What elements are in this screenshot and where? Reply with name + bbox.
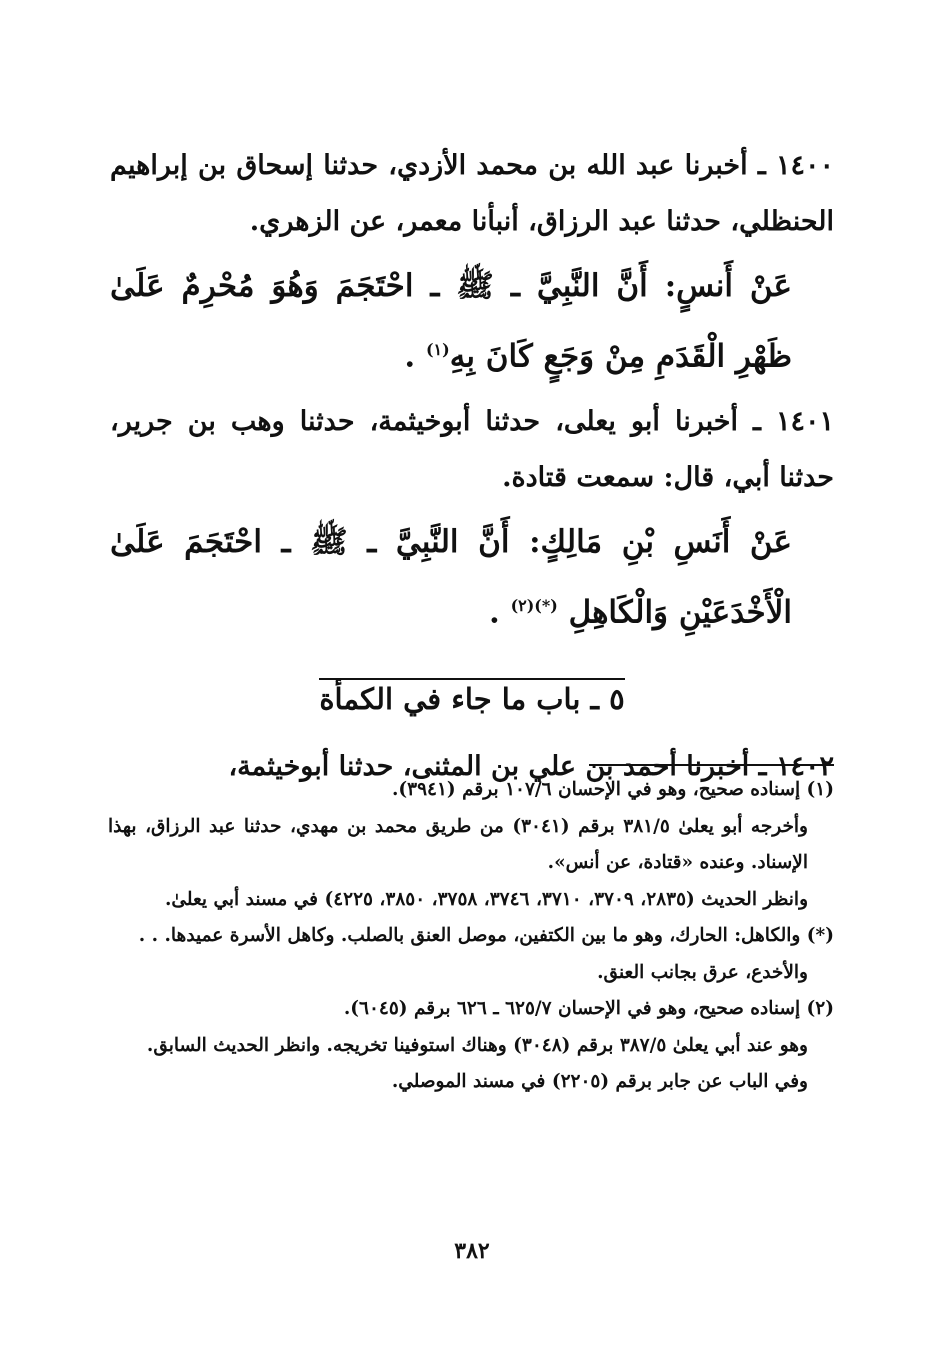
hadith-1401-matn	[110, 510, 834, 644]
footnote-2: (٢) إسناده صحيح، وهو في الإحسان ٦٢٥/٧ ـ ٦٢٦ برقم (٦٠٤٥).	[343, 998, 834, 1019]
footnotes	[108, 772, 834, 1101]
footnote-mark-2: (*)(٢)	[510, 596, 558, 616]
footnote-1: (١) إسناده صحيح، وهو في الإحسان ١٠٧/٦ برقم (٣٩٤١).	[391, 779, 834, 800]
footnote-1-cont-a: وأخرجه أبو يعلىٰ ٣٨١/٥ برقم (٣٠٤١) من طريق محمد بن مهدي، حدثنا عبد الرزاق، بهذا الإسناد. وعنده «قتادة، عن أنس».	[108, 815, 808, 873]
footnote-star-cont: والأخدع، عرق بجانب العنق.	[597, 961, 808, 983]
chapter-title	[110, 679, 834, 719]
footnote-star: (*) والكاهل: الحارك، وهو ما بين الكتفين، موصل العنق بالصلب. وكاهل الأسرة عميدها. . .	[138, 925, 834, 946]
hadith-1400-end: .	[404, 338, 416, 375]
chapter-title-text: ٥ ـ باب ما جاء في الكمأة	[319, 678, 624, 716]
page-number: ٣٨٢	[454, 1238, 490, 1264]
hadith-1401-end: .	[488, 594, 500, 631]
footnote-2-cont-b: وفي الباب عن جابر برقم (٢٢٠٥) في مسند الموصلي.	[391, 1071, 808, 1092]
main-text	[110, 138, 834, 799]
footnote-mark-1: (١)	[425, 340, 450, 359]
footnote-separator	[589, 764, 834, 766]
hadith-1400-matn-text: عَنْ أَنسٍ: أَنَّ النَّبِيَّ ـ ﷺ ـ احْتَجَمَ وَهُوَ مُحْرِمٌ عَلَىٰ ظَهْرِ الْقَدَمِ مِنْ وَجَعٍ كَانَ بِهِ	[110, 268, 792, 375]
hadith-1402-isnad: ١٤٠٢ ـ أخبرنا أحمد بن علي بن المثنى، حدثنا أبوخيثمة،	[228, 750, 834, 782]
footnote-2-cont-a: وهو عند أبي يعلىٰ ٣٨٧/٥ برقم (٣٠٤٨) وهناك استوفينا تخريجه. وانظر الحديث السابق.	[146, 1034, 808, 1056]
footnote-1-cont-b: وانظر الحديث (٢٨٣٥، ٣٧٠٩، ٣٧١٠، ٣٧٤٦، ٣٧٥٨، ٣٨٥٠، ٤٢٢٥) في مسند أبي يعلىٰ.	[164, 888, 808, 910]
hadith-1401-matn-text: عَنْ أَنَسِ بْنِ مَالِكٍ: أَنَّ النَّبِيَّ ـ ﷺ ـ احْتَجَمَ عَلَىٰ الْأَخْدَعَيْنِ وَالْكَاهِلِ	[110, 524, 792, 631]
hadith-1400-isnad: ١٤٠٠ ـ أخبرنا عبد الله بن محمد الأزدي، حدثنا إسحاق بن إبراهيم الحنظلي، حدثنا عبد الرزاق، أنبأنا معمر، عن الزهري.	[110, 150, 834, 237]
hadith-1401-isnad: ١٤٠١ ـ أخبرنا أبو يعلى، حدثنا أبوخيثمة، حدثنا وهب بن جرير، حدثنا أبي، قال: سمعت قتادة.	[110, 406, 834, 494]
hadith-1400-matn	[110, 254, 834, 388]
